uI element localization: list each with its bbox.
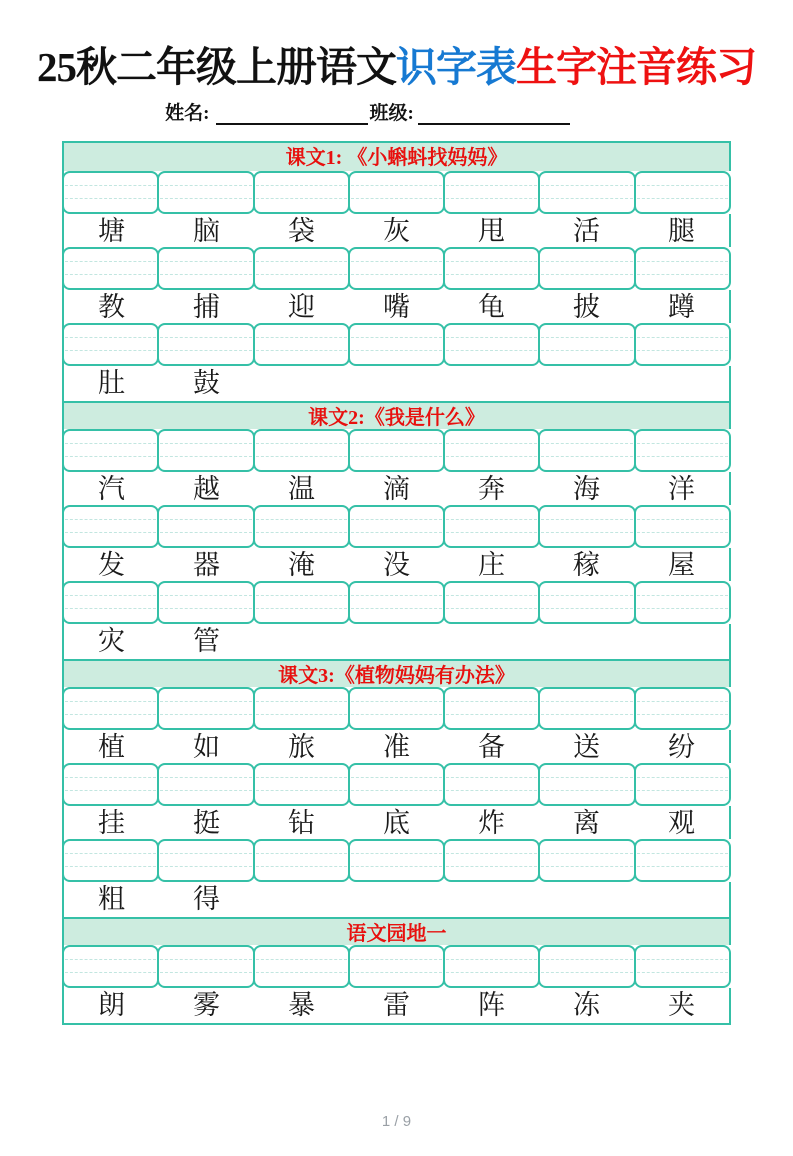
character-cell: 稼 <box>573 550 600 580</box>
character-cell: 送 <box>573 732 600 762</box>
pinyin-input-box[interactable] <box>253 763 350 806</box>
character-cell: 阵 <box>478 990 505 1020</box>
character-cell: 塘 <box>98 216 125 246</box>
pinyin-input-box[interactable] <box>443 763 540 806</box>
pinyin-input-box[interactable] <box>157 505 254 548</box>
class-label: 班级: <box>369 103 414 124</box>
pinyin-row <box>64 429 731 472</box>
character-cell: 管 <box>193 626 220 656</box>
pinyin-input-box[interactable] <box>538 945 635 988</box>
character-cell: 粗 <box>98 884 125 914</box>
character-row <box>64 548 729 583</box>
pinyin-input-box[interactable] <box>538 581 635 624</box>
character-cell: 纷 <box>668 732 695 762</box>
character-cell: 发 <box>98 550 125 580</box>
character-cell: 捕 <box>193 292 220 322</box>
character-cell: 庄 <box>478 550 505 580</box>
character-cell: 灾 <box>98 626 125 656</box>
pinyin-input-box[interactable] <box>157 429 254 472</box>
title-part-blue: 识字表 <box>396 44 516 90</box>
character-row <box>64 624 729 659</box>
pinyin-input-box[interactable] <box>348 839 445 882</box>
character-cell: 龟 <box>478 292 505 322</box>
character-cell: 没 <box>383 550 410 580</box>
pinyin-input-box[interactable] <box>538 687 635 730</box>
character-cell: 如 <box>193 732 220 762</box>
page-title <box>0 34 793 93</box>
pinyin-input-box[interactable] <box>62 247 159 290</box>
character-cell: 离 <box>573 808 600 838</box>
character-row <box>64 366 729 401</box>
character-cell: 袋 <box>288 216 315 246</box>
character-row <box>64 290 729 325</box>
character-cell: 蹲 <box>668 292 695 322</box>
pinyin-input-box[interactable] <box>62 429 159 472</box>
character-cell: 观 <box>668 808 695 838</box>
character-cell: 挺 <box>193 808 220 838</box>
pinyin-input-box[interactable] <box>253 839 350 882</box>
character-cell: 器 <box>193 550 220 580</box>
character-cell: 炸 <box>478 808 505 838</box>
pinyin-input-box[interactable] <box>62 687 159 730</box>
pinyin-input-box[interactable] <box>157 839 254 882</box>
character-cell: 洋 <box>668 474 695 504</box>
pinyin-input-box[interactable] <box>443 429 540 472</box>
character-cell: 肚 <box>98 368 125 398</box>
character-cell: 暴 <box>288 990 315 1020</box>
character-cell: 夹 <box>668 990 695 1020</box>
character-cell: 甩 <box>478 216 505 246</box>
pinyin-input-box[interactable] <box>253 505 350 548</box>
pinyin-input-box[interactable] <box>443 839 540 882</box>
pinyin-input-box[interactable] <box>443 945 540 988</box>
pinyin-input-box[interactable] <box>634 763 731 806</box>
pinyin-input-box[interactable] <box>253 581 350 624</box>
pinyin-input-box[interactable] <box>348 171 445 214</box>
pinyin-input-box[interactable] <box>62 945 159 988</box>
pinyin-input-box[interactable] <box>157 171 254 214</box>
character-cell: 教 <box>98 292 125 322</box>
name-class-line <box>0 103 765 125</box>
pinyin-input-box[interactable] <box>253 323 350 366</box>
pinyin-input-box[interactable] <box>634 429 731 472</box>
title-part-black: 25秋二年级上册语文 <box>37 44 396 90</box>
character-cell: 脑 <box>193 216 220 246</box>
name-label: 姓名: <box>165 103 210 124</box>
character-cell: 雾 <box>193 990 220 1020</box>
pinyin-input-box[interactable] <box>348 763 445 806</box>
section-header: 课文1: 《小蝌蚪找妈妈》 <box>64 143 729 173</box>
character-cell: 汽 <box>98 474 125 504</box>
character-row <box>64 472 729 507</box>
character-cell: 钻 <box>288 808 315 838</box>
pinyin-input-box[interactable] <box>157 581 254 624</box>
pinyin-input-box[interactable] <box>538 247 635 290</box>
title-part-red: 生字注音练习 <box>516 44 756 90</box>
section-header: 课文3:《植物妈妈有办法》 <box>64 659 729 689</box>
character-row <box>64 988 729 1023</box>
character-cell: 滴 <box>383 474 410 504</box>
pinyin-row <box>64 839 731 882</box>
page-number: 1 / 9 <box>381 1113 412 1130</box>
character-cell: 备 <box>478 732 505 762</box>
pinyin-input-box[interactable] <box>157 247 254 290</box>
pinyin-row <box>64 171 731 214</box>
pinyin-input-box[interactable] <box>348 581 445 624</box>
pinyin-input-box[interactable] <box>253 171 350 214</box>
pinyin-input-box[interactable] <box>348 429 445 472</box>
pinyin-input-box[interactable] <box>634 171 731 214</box>
pinyin-input-box[interactable] <box>253 945 350 988</box>
pinyin-row <box>64 247 731 290</box>
pinyin-input-box[interactable] <box>157 323 254 366</box>
character-cell: 淹 <box>288 550 315 580</box>
pinyin-input-box[interactable] <box>253 687 350 730</box>
pinyin-row <box>64 581 731 624</box>
pinyin-input-box[interactable] <box>348 323 445 366</box>
worksheet-table <box>62 141 731 1025</box>
character-row <box>64 882 729 917</box>
pinyin-input-box[interactable] <box>443 171 540 214</box>
pinyin-input-box[interactable] <box>62 171 159 214</box>
pinyin-input-box[interactable] <box>157 763 254 806</box>
character-cell: 雷 <box>383 990 410 1020</box>
pinyin-input-box[interactable] <box>348 247 445 290</box>
character-cell: 冻 <box>573 990 600 1020</box>
pinyin-input-box[interactable] <box>348 505 445 548</box>
pinyin-input-box[interactable] <box>538 763 635 806</box>
pinyin-input-box[interactable] <box>157 945 254 988</box>
pinyin-row <box>64 505 731 548</box>
character-row <box>64 730 729 765</box>
character-cell: 披 <box>573 292 600 322</box>
character-cell: 底 <box>383 808 410 838</box>
pinyin-input-box[interactable] <box>443 323 540 366</box>
pinyin-input-box[interactable] <box>443 505 540 548</box>
pinyin-row <box>64 945 731 988</box>
pinyin-input-box[interactable] <box>634 839 731 882</box>
character-cell: 腿 <box>668 216 695 246</box>
pinyin-input-box[interactable] <box>348 945 445 988</box>
pinyin-input-box[interactable] <box>538 429 635 472</box>
character-cell: 灰 <box>383 216 410 246</box>
character-cell: 朗 <box>98 990 125 1020</box>
character-cell: 屋 <box>668 550 695 580</box>
pinyin-input-box[interactable] <box>634 505 731 548</box>
pinyin-input-box[interactable] <box>253 247 350 290</box>
pinyin-input-box[interactable] <box>157 687 254 730</box>
character-cell: 越 <box>193 474 220 504</box>
pinyin-input-box[interactable] <box>62 839 159 882</box>
pinyin-input-box[interactable] <box>634 687 731 730</box>
class-blank-field[interactable] <box>418 103 570 125</box>
pinyin-input-box[interactable] <box>443 247 540 290</box>
character-cell: 活 <box>573 216 600 246</box>
character-row <box>64 806 729 841</box>
pinyin-row <box>64 687 731 730</box>
pinyin-input-box[interactable] <box>634 945 731 988</box>
pinyin-input-box[interactable] <box>634 247 731 290</box>
pinyin-input-box[interactable] <box>62 763 159 806</box>
character-cell: 准 <box>383 732 410 762</box>
pinyin-input-box[interactable] <box>634 581 731 624</box>
character-cell: 旅 <box>288 732 315 762</box>
pinyin-input-box[interactable] <box>538 505 635 548</box>
pinyin-row <box>64 763 731 806</box>
pinyin-input-box[interactable] <box>443 687 540 730</box>
character-cell: 挂 <box>98 808 125 838</box>
character-cell: 嘴 <box>383 292 410 322</box>
name-blank-field[interactable] <box>216 103 368 125</box>
pinyin-input-box[interactable] <box>634 323 731 366</box>
pinyin-input-box[interactable] <box>348 687 445 730</box>
pinyin-input-box[interactable] <box>538 839 635 882</box>
pinyin-input-box[interactable] <box>538 323 635 366</box>
character-cell: 鼓 <box>193 368 220 398</box>
character-cell: 海 <box>573 474 600 504</box>
pinyin-row <box>64 323 731 366</box>
character-cell: 得 <box>193 884 220 914</box>
pinyin-input-box[interactable] <box>62 323 159 366</box>
pinyin-input-box[interactable] <box>62 581 159 624</box>
character-cell: 植 <box>98 732 125 762</box>
pinyin-input-box[interactable] <box>538 171 635 214</box>
section-header: 课文2:《我是什么》 <box>64 401 729 431</box>
character-row <box>64 214 729 249</box>
pinyin-input-box[interactable] <box>443 581 540 624</box>
pinyin-input-box[interactable] <box>253 429 350 472</box>
section-header: 语文园地一 <box>64 917 729 947</box>
character-cell: 迎 <box>288 292 315 322</box>
character-cell: 温 <box>288 474 315 504</box>
character-cell: 奔 <box>478 474 505 504</box>
pinyin-input-box[interactable] <box>62 505 159 548</box>
